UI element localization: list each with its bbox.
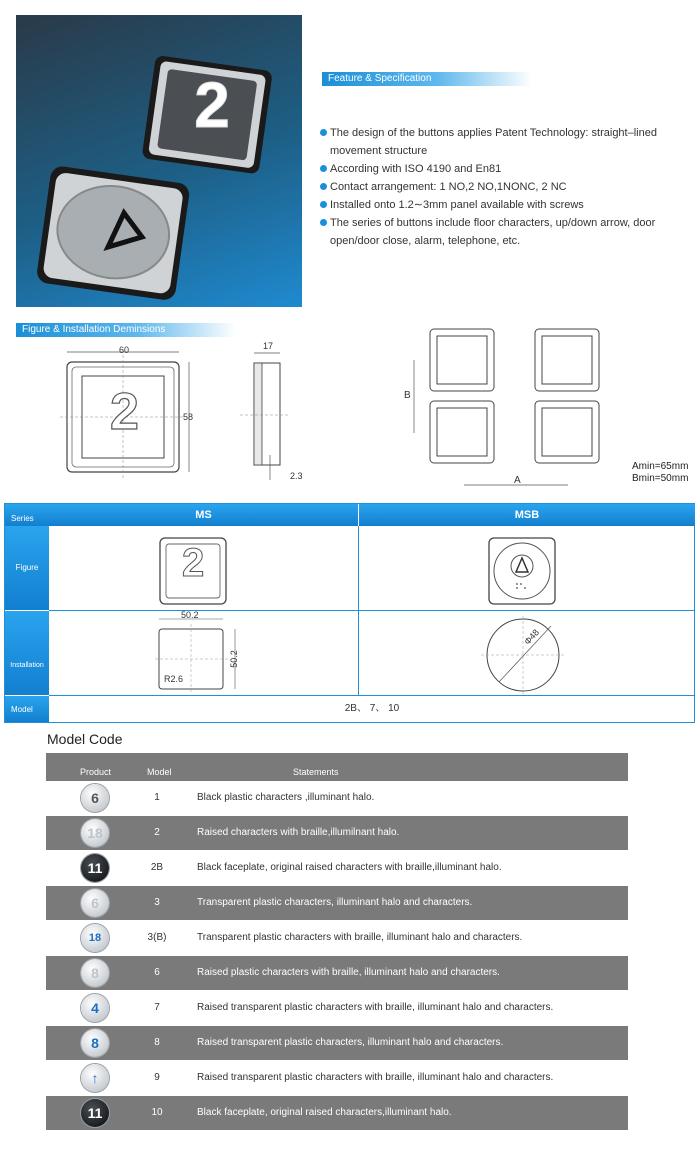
- statement-text: Raised transparent plastic characters, illuminant halo and characters.: [197, 1037, 504, 1048]
- product-badge: 11: [81, 854, 109, 882]
- ms-install-width: 50.2: [181, 610, 199, 620]
- feature-item: The series of buttons include floor characters, up/down arrow, door open/door close, alarm, telephone, etc.: [320, 214, 690, 250]
- product-badge: 8: [81, 1029, 109, 1057]
- model-code-table: [46, 753, 628, 1128]
- ms-install-height: 50.2: [228, 650, 239, 668]
- statement-text: Raised transparent plastic characters with braille, illuminant halo and characters.: [197, 1002, 554, 1013]
- header-model: Model: [147, 767, 172, 777]
- ms-install-radius: R2.6: [164, 674, 184, 684]
- dim-a: A: [514, 475, 521, 486]
- model-value: 1: [154, 792, 160, 803]
- dim-width: 60: [119, 345, 130, 355]
- figure-header: Figure & Installation Deminsions: [16, 323, 236, 337]
- dim-depth: 17: [263, 341, 274, 351]
- statement-text: Black plastic characters ,illuminant halo.: [197, 792, 375, 803]
- table-row: [46, 1061, 628, 1095]
- feature-item: The design of the buttons applies Patent Technology: straight–lined movement structure: [320, 124, 690, 160]
- header-statements: Statements: [293, 767, 339, 777]
- hero-digit: 2: [194, 69, 230, 141]
- model-value: 2B: [150, 862, 164, 873]
- product-badge: 6: [81, 889, 109, 917]
- table-row: [46, 886, 628, 920]
- product-badge: 18: [81, 819, 109, 847]
- table-row: [46, 1026, 628, 1060]
- model-value: 2: [154, 827, 160, 838]
- product-badge: 4: [81, 994, 109, 1022]
- feature-item: Installed onto 1.2∼3mm panel available with screws: [320, 196, 690, 214]
- statement-text: Transparent plastic characters, illuminant halo and characters.: [197, 897, 473, 908]
- ms-figure-digit: 2: [182, 541, 205, 585]
- table-row: [46, 1096, 628, 1130]
- statement-text: Black faceplate, original raised characters with braille,illuminant halo.: [197, 862, 502, 873]
- layout-grid-drawing: [400, 325, 610, 490]
- header-product: Product: [80, 767, 112, 777]
- statement-text: Raised transparent plastic characters with braille, illuminant halo and characters.: [197, 1072, 554, 1083]
- series-models: 2B、 7、 10: [344, 703, 400, 714]
- front-view-digit: 2: [110, 383, 139, 441]
- model-value: 9: [154, 1072, 160, 1083]
- bmin-text: Bmin=50mm: [632, 473, 689, 484]
- feature-item: According with ISO 4190 and En81: [320, 160, 690, 178]
- model-value: 3(B): [147, 932, 167, 943]
- statement-text: Raised plastic characters with braille, illuminant halo and characters.: [197, 967, 500, 978]
- amin-text: Amin=65mm: [632, 461, 689, 472]
- installation-row-label: Installation: [5, 611, 49, 695]
- statement-text: Black faceplate, original raised characters,illuminant halo.: [197, 1107, 452, 1118]
- table-row: [46, 851, 628, 885]
- series-msb-header: MSB: [359, 504, 695, 526]
- product-badge: 6: [81, 784, 109, 812]
- statement-text: Raised characters with braille,illumilnant halo.: [197, 827, 400, 838]
- msb-installation-drawing: [481, 616, 565, 694]
- msb-install-diameter: Φ48: [522, 627, 542, 647]
- model-value: 3: [154, 897, 160, 908]
- model-code-header: [46, 753, 628, 781]
- figure-row-label: Figure: [5, 526, 49, 610]
- feature-list: [320, 124, 690, 250]
- dim-height: 58: [183, 412, 194, 422]
- table-row: [46, 956, 628, 990]
- model-code-title: Model Code: [47, 731, 123, 747]
- msb-figure-drawing: [487, 536, 559, 608]
- series-ms-header: MS: [49, 504, 358, 526]
- table-row: [46, 991, 628, 1025]
- product-photo: [16, 15, 302, 307]
- product-badge: 18: [81, 924, 109, 952]
- table-row: [46, 816, 628, 850]
- product-badge: 8: [81, 959, 109, 987]
- dim-b: B: [404, 390, 411, 401]
- model-row-label: Model: [5, 696, 49, 722]
- table-row: [46, 921, 628, 955]
- product-badge: 11: [81, 1099, 109, 1127]
- table-row: [46, 781, 628, 815]
- spacing-note: [632, 461, 688, 485]
- model-value: 8: [154, 1037, 160, 1048]
- side-view-drawing: [240, 345, 310, 480]
- model-value: 7: [154, 1002, 160, 1013]
- statement-text: Transparent plastic characters with braille, illuminant halo and characters.: [197, 932, 523, 943]
- button-illustration: [16, 15, 302, 307]
- feature-item: Contact arrangement: 1 NO,2 NO,1NONC, 2 NC: [320, 178, 690, 196]
- series-label: Series: [5, 504, 49, 526]
- up-arrow-icon: [516, 558, 528, 572]
- series-table: [4, 503, 695, 723]
- product-badge: ↑: [81, 1064, 109, 1092]
- feature-header: Feature & Specification: [322, 72, 532, 86]
- model-value: 10: [151, 1107, 163, 1118]
- dim-panel: 2.3: [290, 471, 303, 481]
- model-value: 6: [154, 967, 160, 978]
